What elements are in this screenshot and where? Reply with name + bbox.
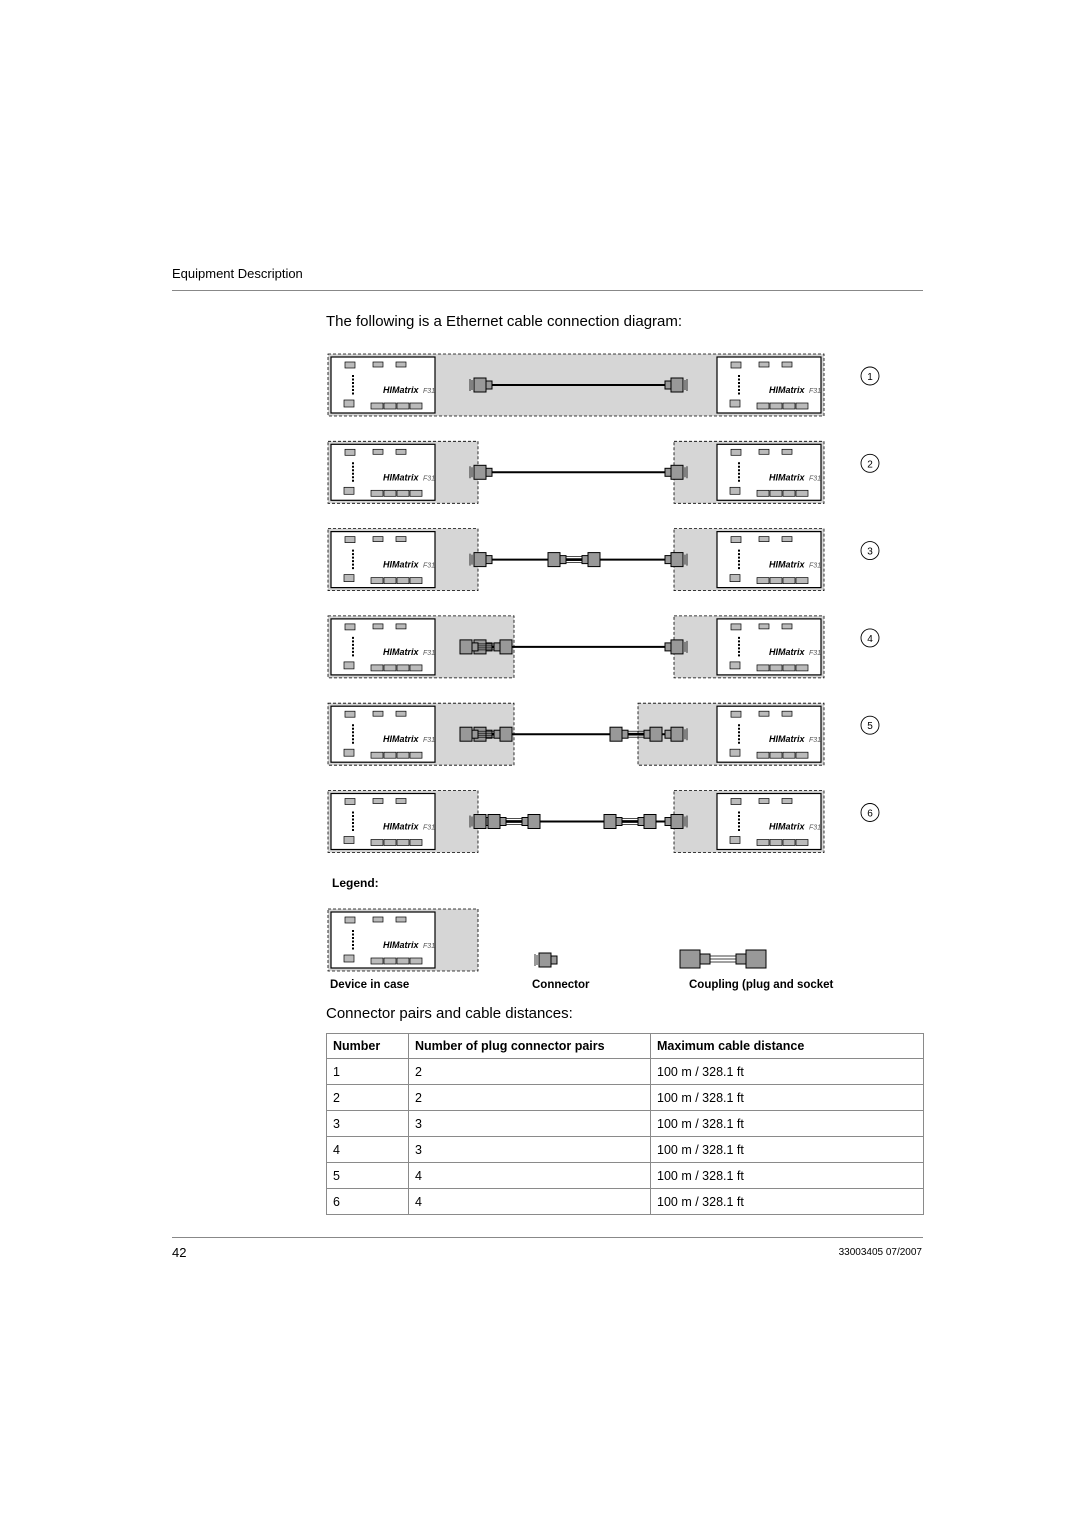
device-left [331, 444, 435, 500]
cell-distance: 100 m / 328.1 ft [651, 1085, 924, 1111]
row-number: 4 [867, 633, 873, 645]
cell-number: 3 [327, 1111, 409, 1137]
connection-row [328, 616, 879, 678]
cell-distance: 100 m / 328.1 ft [651, 1163, 924, 1189]
row-number: 3 [867, 546, 873, 558]
device-left [331, 706, 435, 762]
row-number: 2 [867, 459, 873, 471]
legend-connector-label: Connector [532, 979, 590, 991]
cell-distance: 100 m / 328.1 ft [651, 1137, 924, 1163]
cell-pairs: 4 [409, 1189, 651, 1215]
device-right [717, 444, 821, 500]
intro-text: The following is a Ethernet cable connection diagram: [326, 313, 683, 330]
device-left [331, 619, 435, 675]
ethernet-connection-diagram [300, 340, 900, 1000]
cell-distance: 100 m / 328.1 ft [651, 1189, 924, 1215]
section-header: Equipment Description [172, 266, 303, 281]
col-header-number: Number [327, 1034, 409, 1059]
row-number: 6 [867, 808, 873, 820]
table-row [327, 1189, 924, 1215]
footer-rule [172, 1237, 923, 1238]
device-right [717, 357, 821, 413]
device-right [717, 532, 821, 588]
cell-number: 2 [327, 1085, 409, 1111]
device-right [717, 706, 821, 762]
row-number: 5 [867, 721, 873, 733]
device-left [331, 357, 435, 413]
table-caption: Connector pairs and cable distances: [326, 1005, 573, 1022]
connection-row [328, 703, 879, 765]
col-header-pairs: Number of plug connector pairs [409, 1034, 651, 1059]
diagram-rows [328, 354, 879, 853]
device-right [717, 794, 821, 850]
connection-row [328, 354, 879, 416]
legend-connector-icon [535, 953, 557, 967]
legend-title: Legend: [332, 876, 379, 890]
page-number: 42 [172, 1245, 187, 1260]
table-header-row [327, 1034, 924, 1059]
device-left [331, 532, 435, 588]
table-row [327, 1137, 924, 1163]
legend-coupling-icon [680, 950, 766, 968]
device-right [717, 619, 821, 675]
table-row [327, 1059, 924, 1085]
col-header-distance: Maximum cable distance [651, 1034, 924, 1059]
cell-pairs: 4 [409, 1163, 651, 1189]
cell-pairs: 3 [409, 1137, 651, 1163]
document-code: 33003405 07/2007 [838, 1247, 922, 1258]
legend-device [328, 909, 478, 971]
cell-distance: 100 m / 328.1 ft [651, 1059, 924, 1085]
legend-coupling-label: Coupling (plug and socket [689, 979, 834, 991]
cell-number: 6 [327, 1189, 409, 1215]
cell-pairs: 2 [409, 1085, 651, 1111]
cell-number: 4 [327, 1137, 409, 1163]
legend-device-label: Device in case [330, 979, 410, 991]
cell-pairs: 2 [409, 1059, 651, 1085]
connection-row [328, 791, 879, 853]
cell-pairs: 3 [409, 1111, 651, 1137]
header-rule [172, 290, 923, 291]
row-number: 1 [867, 372, 873, 383]
cell-number: 5 [327, 1163, 409, 1189]
table-row [327, 1111, 924, 1137]
cable-distance-table [326, 1033, 924, 1215]
connection-row [328, 441, 879, 503]
device-left [331, 794, 435, 850]
cell-distance: 100 m / 328.1 ft [651, 1111, 924, 1137]
table-row [327, 1085, 924, 1111]
connection-row [328, 529, 879, 591]
cell-number: 1 [327, 1059, 409, 1085]
table-row [327, 1163, 924, 1189]
